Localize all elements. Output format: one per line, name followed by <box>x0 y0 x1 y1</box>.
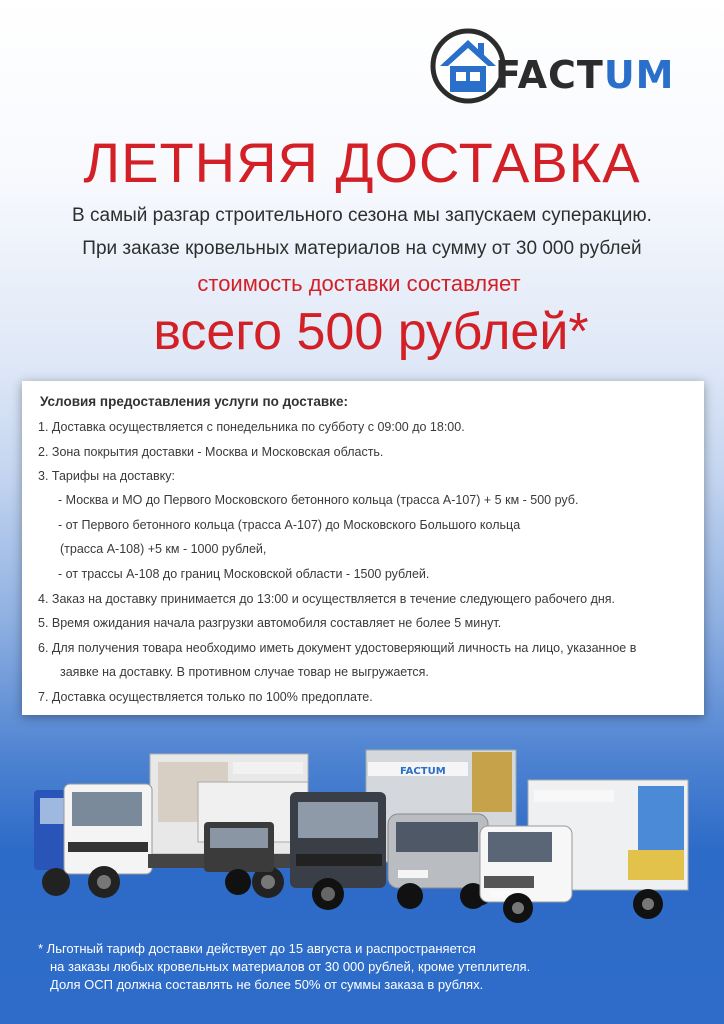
offer-price: всего 500 рублей* <box>153 303 589 361</box>
condition-line: 2. Зона покрытия доставки - Москва и Московская область. <box>38 445 384 459</box>
brand-name <box>495 54 675 96</box>
condition-line: 7. Доставка осуществляется только по 100% предоплате. <box>38 690 373 704</box>
truck-brand-label: FACTUM <box>400 766 446 777</box>
footnote-line-2: на заказы любых кровельных материалов от 30 000 рублей, кроме утеплителя. <box>50 959 531 974</box>
condition-line: 5. Время ожидания начала разгрузки автомобиля составляет не более 5 минут. <box>38 616 502 630</box>
condition-line: 3. Тарифы на доставку: <box>38 469 175 483</box>
brand-name-part2: UM <box>603 53 675 97</box>
truck-5 <box>388 814 488 909</box>
headline: ЛЕТНЯЯ ДОСТАВКА <box>83 131 641 194</box>
footnote <box>38 940 698 994</box>
condition-line: 1. Доставка осуществляется с понедельника по субботу с 09:00 до 18:00. <box>38 420 465 434</box>
intro-line-2: При заказе кровельных материалов на сумму от 30 000 рублей <box>82 238 642 259</box>
conditions-card <box>22 381 704 715</box>
intro-line-1: В самый разгар строительного сезона мы запускаем суперакцию. <box>72 205 652 226</box>
footnote-line-3: Доля ОСП должна составлять не более 50% от суммы заказа в рублях. <box>50 977 484 992</box>
condition-line: - от трассы А-108 до границ Московской области - 1500 рублей. <box>58 567 430 581</box>
condition-line: (трасса А-108) +5 км - 1000 рублей, <box>60 542 267 556</box>
condition-line: заявке на доставку. В противном случае товар не выгружается. <box>60 665 429 679</box>
condition-line: - от Первого бетонного кольца (трасса А-107) до Московского Большого кольца <box>58 518 521 532</box>
condition-line: 6. Для получения товара необходимо иметь документ удостоверяющий личность на лицо, указанное в <box>38 641 637 655</box>
conditions-title: Условия предоставления услуги по доставке: <box>40 394 348 409</box>
condition-line: - Москва и МО до Первого Московского бетонного кольца (трасса А-107) + 5 км - 500 руб. <box>58 493 579 507</box>
condition-line: 4. Заказ на доставку принимается до 13:00 и осуществляется в течение следующего рабочего дня. <box>38 592 616 606</box>
footnote-line-1: * Льготный тариф доставки действует до 15 августа и распространяется <box>38 941 476 956</box>
delivery-trucks-image <box>28 742 698 932</box>
brand-name-part1: FACT <box>495 53 604 97</box>
offer-line: стоимость доставки составляет <box>197 271 521 296</box>
